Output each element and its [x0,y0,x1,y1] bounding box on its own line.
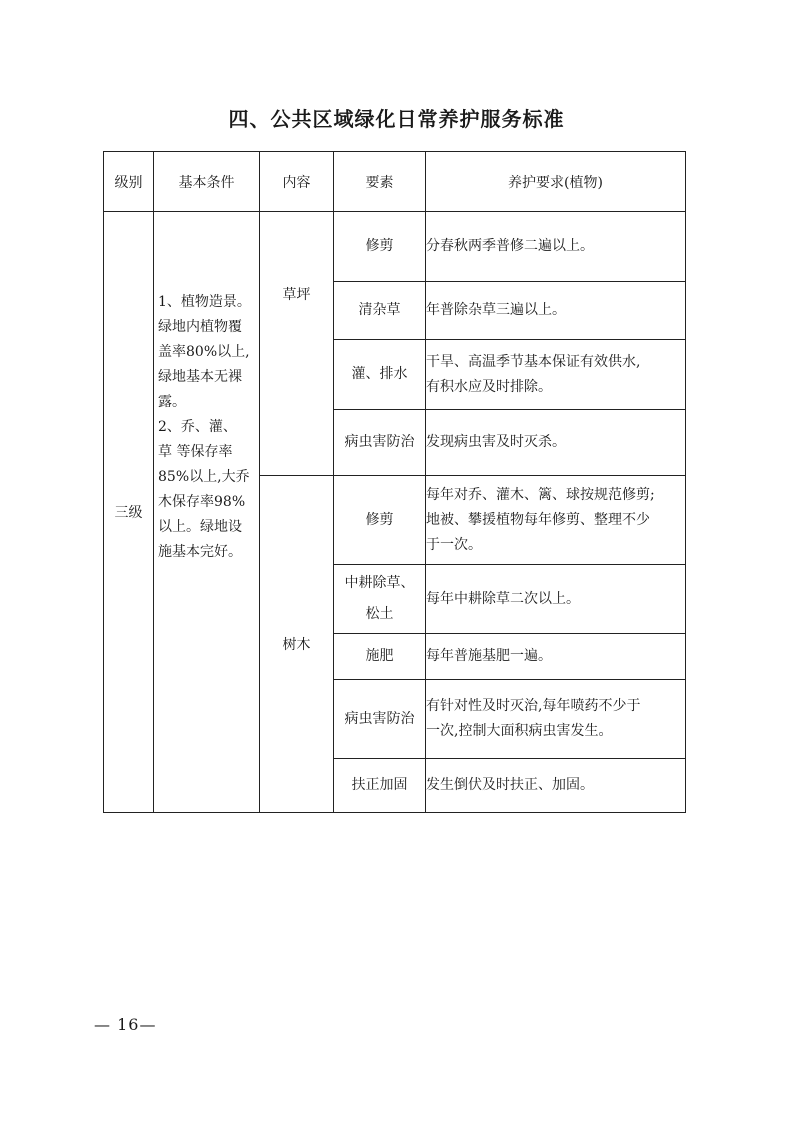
requirement-line: 有积水应及时排除。 [426,378,552,395]
requirement-line: 发现病虫害及时灭杀。 [426,434,566,450]
requirement-line: 每年普施基肥一遍。 [426,648,552,664]
requirement-line: 一次,控制大面积病虫害发生。 [426,723,613,739]
condition-line: 绿地内植物覆 [158,319,242,335]
element-cell [334,680,426,759]
header-element: 要素 [334,152,426,212]
element-cell [334,212,426,282]
content-trees: 树木 [260,476,334,813]
condition-line: 1、植物造景。 [158,294,251,310]
element-cell [334,340,426,410]
content-lawn: 草坪 [260,212,334,476]
header-level: 级别 [104,152,154,212]
level-cell: 三级 [104,212,154,813]
condition-line: 以上。绿地设 [158,519,242,535]
page-number: — 16— [94,1015,157,1034]
requirement-cell [426,282,686,340]
element-cell [334,410,426,476]
requirement-line: 于一次。 [426,536,482,553]
element-line: 灌、排水 [351,366,408,382]
element-line: 修剪 [365,511,394,528]
header-requirement: 养护要求(植物) [426,152,686,212]
maintenance-standard-table [103,151,686,813]
table-row [104,212,686,282]
conditions-cell [154,212,260,813]
requirement-cell [426,340,686,410]
requirement-cell [426,634,686,680]
requirement-line: 有针对性及时灭治,每年喷药不少于 [426,698,641,714]
element-cell [334,759,426,813]
requirement-line: 每年对乔、灌木、篱、球按规范修剪; [426,486,655,503]
page-title: 四、公共区域绿化日常养护服务标准 [228,107,565,131]
condition-line: 木保存率98% [158,494,246,510]
condition-line: 露。 [158,394,186,410]
element-line: 施肥 [365,648,394,664]
requirement-line: 干旱、高温季节基本保证有效供水, [426,353,641,370]
condition-line: 绿地基本无裸 [158,369,242,385]
element-line: 修剪 [365,238,394,254]
element-line: 中耕除草、 [344,575,415,591]
header-content: 内容 [260,152,334,212]
requirement-cell [426,759,686,813]
element-cell [334,282,426,340]
requirement-line: 分春秋两季普修二遍以上。 [426,238,594,254]
requirement-line: 年普除杂草三遍以上。 [426,302,566,318]
requirement-cell [426,410,686,476]
element-cell [334,634,426,680]
requirement-cell [426,212,686,282]
condition-line: 85%以上,大乔 [158,469,250,485]
table-header-row [104,152,686,212]
requirement-cell [426,680,686,759]
element-cell [334,565,426,634]
requirement-line: 地被、攀援植物每年修剪、整理不少 [426,511,650,528]
element-line: 清杂草 [358,302,401,318]
requirement-line: 每年中耕除草二次以上。 [426,590,580,607]
element-line: 扶正加固 [351,777,408,793]
requirement-line: 发生倒伏及时扶正、加固。 [426,777,594,793]
element-line: 病虫害防治 [344,710,415,727]
header-conditions: 基本条件 [154,152,260,212]
requirement-cell [426,565,686,634]
requirement-cell [426,476,686,565]
element-line: 病虫害防治 [344,434,415,450]
condition-line: 盖率80%以上, [158,344,250,360]
condition-line: 施基本完好。 [158,544,242,560]
condition-line: 2、乔、灌、 [158,419,237,435]
condition-line: 草 等保存率 [158,444,233,460]
element-line: 松土 [365,606,394,622]
element-cell [334,476,426,565]
